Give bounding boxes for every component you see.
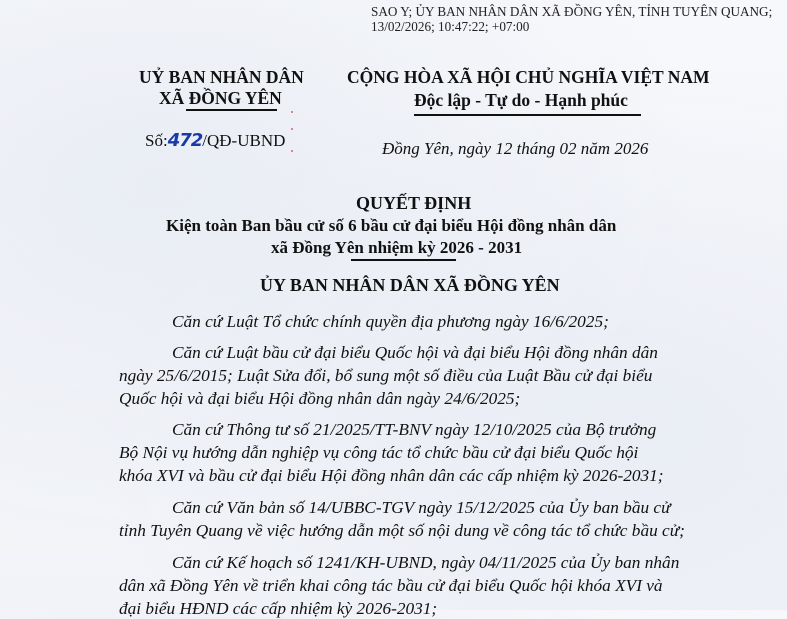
legal-basis-line: đại biểu HĐND các cấp nhiệm kỳ 2026-2031; (119, 599, 438, 618)
legal-basis-line: Căn cứ Luật Tổ chức chính quyền địa phương ngày 16/6/2025; (172, 312, 609, 331)
number-suffix: /QĐ-UBND (202, 131, 286, 150)
issuing-agency-line1: UỶ BAN NHÂN DÂN (139, 67, 304, 87)
legal-basis-line: Bộ Nội vụ hướng dẫn nghiệp vụ công tác tổ chức bầu cử đại biểu Quốc hội (119, 443, 639, 462)
national-motto: Độc lập - Tự do - Hạnh phúc (414, 90, 628, 110)
legal-basis-line: Căn cứ Luật bầu cử đại biểu Quốc hội và đại biểu Hội đồng nhân dân (172, 343, 658, 362)
margin-dot (291, 150, 293, 152)
legal-basis-line: dân xã Đồng Yên về triển khai công tác bầu cử đại biểu Quốc hội khóa XVI và (119, 576, 663, 595)
document-type: QUYẾT ĐỊNH (356, 193, 472, 213)
margin-dot (291, 128, 293, 130)
agency-underline (186, 109, 277, 111)
issue-date: Đồng Yên, ngày 12 tháng 02 năm 2026 (382, 139, 649, 158)
legal-basis-line: ngày 25/6/2015; Luật Sửa đổi, bổ sung một số điều của Luật Bầu cử đại biểu (119, 366, 653, 385)
issuing-agency-line2: XÃ ĐỒNG YÊN (159, 88, 282, 108)
document-number (145, 130, 285, 151)
copy-stamp-line1: SAO Y; ỦY BAN NHÂN DÂN XÃ ĐỒNG YÊN, TỈNH TUYÊN QUANG; (371, 4, 773, 19)
copy-stamp-timestamp: 13/02/2026; 10:47:22; +07:00 (371, 19, 530, 34)
motto-underline (414, 114, 641, 116)
authority-heading: ỦY BAN NHÂN DÂN XÃ ĐỒNG YÊN (260, 275, 560, 295)
margin-dot (291, 111, 293, 113)
legal-basis-line: tỉnh Tuyên Quang về việc hướng dẫn một số nội dung về công tác tổ chức bầu cử; (119, 521, 685, 540)
legal-basis-line: Căn cứ Kế hoạch số 1241/KH-UBND, ngày 04/11/2025 của Ủy ban nhân (172, 553, 680, 572)
legal-basis-line: Căn cứ Thông tư số 21/2025/TT-BNV ngày 12/10/2025 của Bộ trưởng (172, 420, 657, 439)
handwritten-number: 472 (167, 130, 203, 151)
document-subject-line2: xã Đồng Yên nhiệm kỳ 2026 - 2031 (271, 238, 523, 257)
legal-basis-line: Căn cứ Văn bản số 14/UBBC-TGV ngày 15/12/2025 của Ủy ban bầu cử (172, 498, 671, 517)
legal-basis-line: khóa XVI và bầu cử đại biểu Hội đồng nhân dân các cấp nhiệm kỳ 2026-2031; (119, 466, 664, 485)
subject-underline (351, 259, 456, 261)
national-title: CỘNG HÒA XÃ HỘI CHỦ NGHĨA VIỆT NAM (347, 67, 710, 87)
document-subject-line1: Kiện toàn Ban bầu cử số 6 bầu cử đại biểu Hội đồng nhân dân (166, 216, 617, 235)
number-label: Số: (145, 131, 168, 150)
legal-basis-line: Quốc hội và đại biểu Hội đồng nhân dân ngày 24/6/2025; (119, 389, 521, 408)
